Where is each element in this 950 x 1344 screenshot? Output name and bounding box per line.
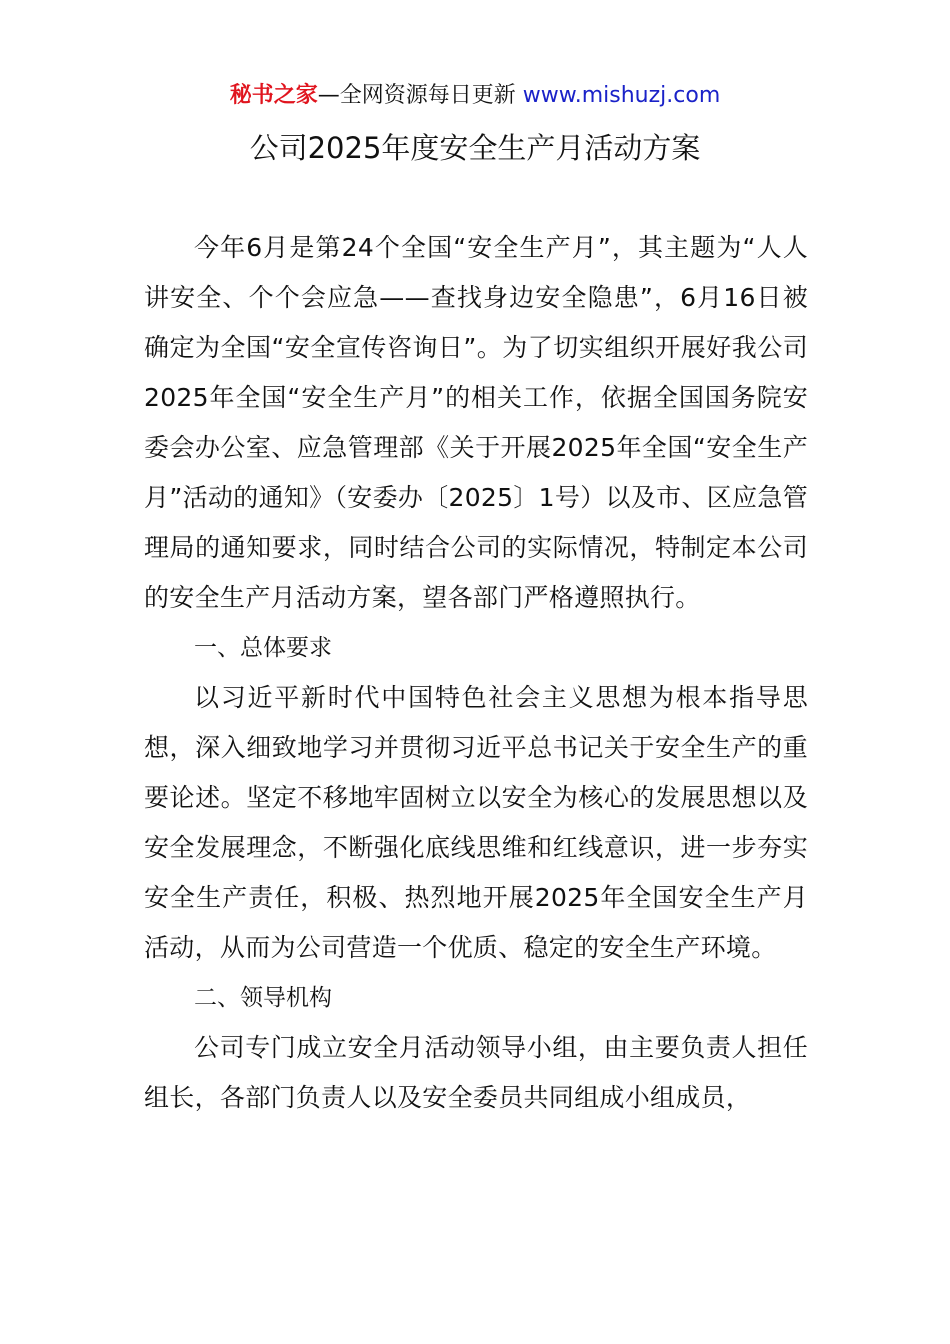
site-header [0,80,950,112]
site-url-link[interactable]: www.mishuzj.com [522,83,721,108]
brand-name: 秘书之家 [229,83,318,108]
site-tagline: —全网资源每日更新 [317,83,516,108]
section-heading-general-requirements: 一、总体要求 [194,635,332,661]
document-title: 公司2025年度安全生产月活动方案 [249,131,701,165]
intro-paragraph: 今年6月是第24个全国“安全生产月”，其主题为“人人讲安全、个个会应急——查找身边安全隐患”，6月16日被确定为全国“安全宣传咨询日”。为了切实组织开展好我公司2025年全国“安全生产月”的相关工作，依据全国国务院安委会办公室、应急管理部《关于开展2025年全国“安全生产月”活动的通知》（安委办〔2025〕1号）以及市、区应急管理局的通知要求，同时结合公司的实际情况，特制定本公司的安全生产月活动方案，望各部门严格遵照执行。 [144,233,808,612]
leadership-paragraph: 公司专门成立安全月活动领导小组，由主要负责人担任组长，各部门负责人以及安全委员共同组成小组成员， [144,1033,808,1112]
document-body [144,223,808,1123]
section-heading-leadership: 二、领导机构 [194,985,332,1011]
general-requirements-paragraph: 以习近平新时代中国特色社会主义思想为根本指导思想，深入细致地学习并贯彻习近平总书记关于安全生产的重要论述。坚定不移地牢固树立以安全为核心的发展思想以及安全发展理念，不断强化底线思维和红线意识，进一步夯实安全生产责任，积极、热烈地开展2025年全国安全生产月活动，从而为公司营造一个优质、稳定的安全生产环境。 [144,683,808,962]
